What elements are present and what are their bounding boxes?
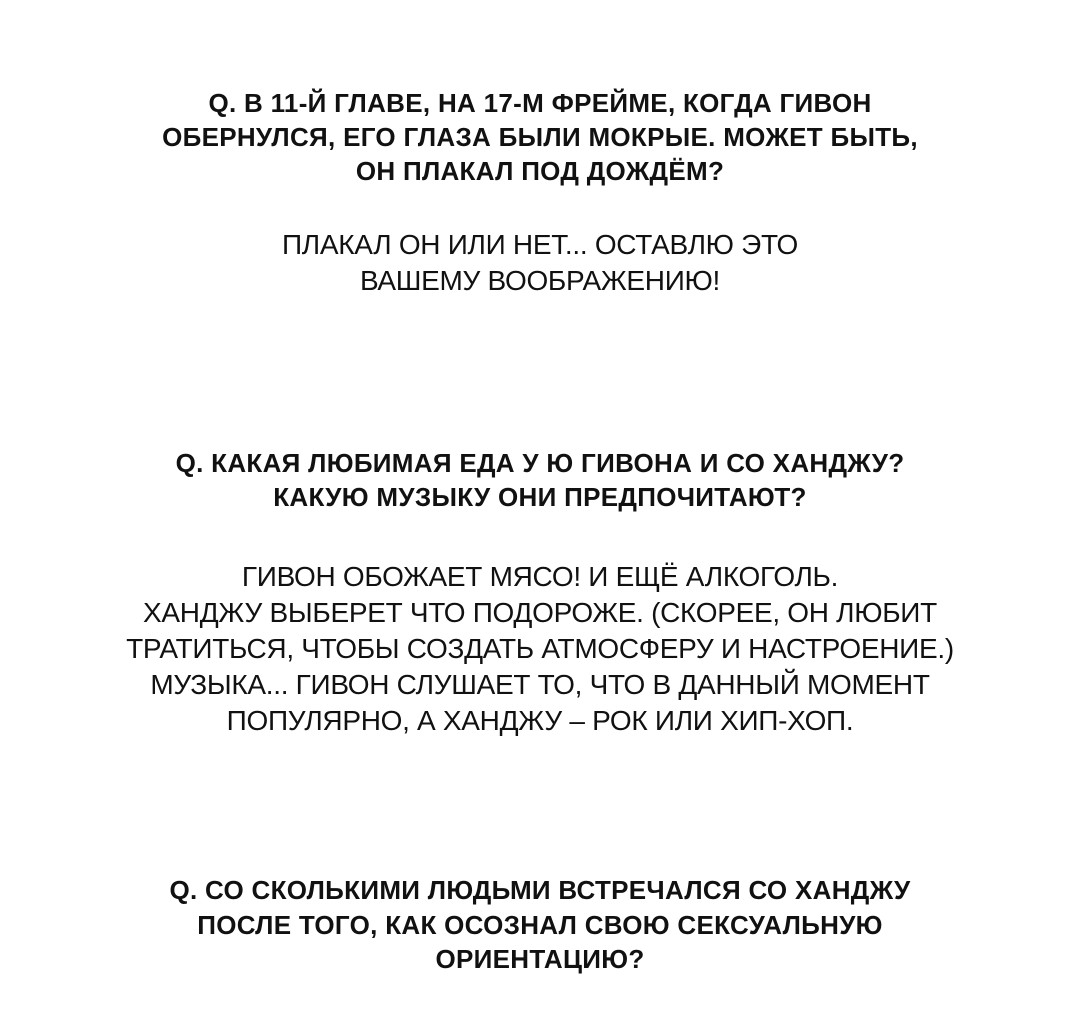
answer-line: ХАНДЖУ ВЫБЕРЕТ ЧТО ПОДОРОЖЕ. (СКОРЕЕ, ОН ЛЮБИТ <box>143 597 937 628</box>
question-line: КАКУЮ МУЗЫКУ ОНИ ПРЕДПОЧИТАЮТ? <box>273 482 807 512</box>
question-line: Q. КАКАЯ ЛЮБИМАЯ ЕДА У Ю ГИВОНА И СО ХАНДЖУ? <box>175 448 905 478</box>
question-line: Q. СО СКОЛЬКИМИ ЛЮДЬМИ ВСТРЕЧАЛСЯ СО ХАНДЖУ <box>169 875 911 905</box>
question-line: ОРИЕНТАЦИЮ? <box>435 944 645 974</box>
question-line: Q. В 11-Й ГЛАВЕ, НА 17-М ФРЕЙМЕ, КОГДА ГИВОН <box>208 88 872 118</box>
question-line: ОБЕРНУЛСЯ, ЕГО ГЛАЗА БЫЛИ МОКРЫЕ. МОЖЕТ БЫТЬ, <box>162 122 918 152</box>
answer-line: ВАШЕМУ ВООБРАЖЕНИЮ! <box>359 265 721 296</box>
question-line: ОН ПЛАКАЛ ПОД ДОЖДЁМ? <box>355 156 725 186</box>
answer-line: ГИВОН ОБОЖАЕТ МЯСО! И ЕЩЁ АЛКОГОЛЬ. <box>241 561 839 592</box>
answer-line: МУЗЫКА... ГИВОН СЛУШАЕТ ТО, ЧТО В ДАННЫЙ МОМЕНТ <box>150 669 930 700</box>
answer-line: ПЛАКАЛ ОН ИЛИ НЕТ... ОСТАВЛЮ ЭТО <box>281 229 798 260</box>
question-line: ПОСЛЕ ТОГО, КАК ОСОЗНАЛ СВОЮ СЕКСУАЛЬНУЮ <box>197 910 883 940</box>
answer-line: ТРАТИТЬСЯ, ЧТОБЫ СОЗДАТЬ АТМОСФЕРУ И НАСТРОЕНИЕ.) <box>126 633 954 664</box>
answer-line: ПОПУЛЯРНО, А ХАНДЖУ – РОК ИЛИ ХИП-ХОП. <box>226 705 854 736</box>
